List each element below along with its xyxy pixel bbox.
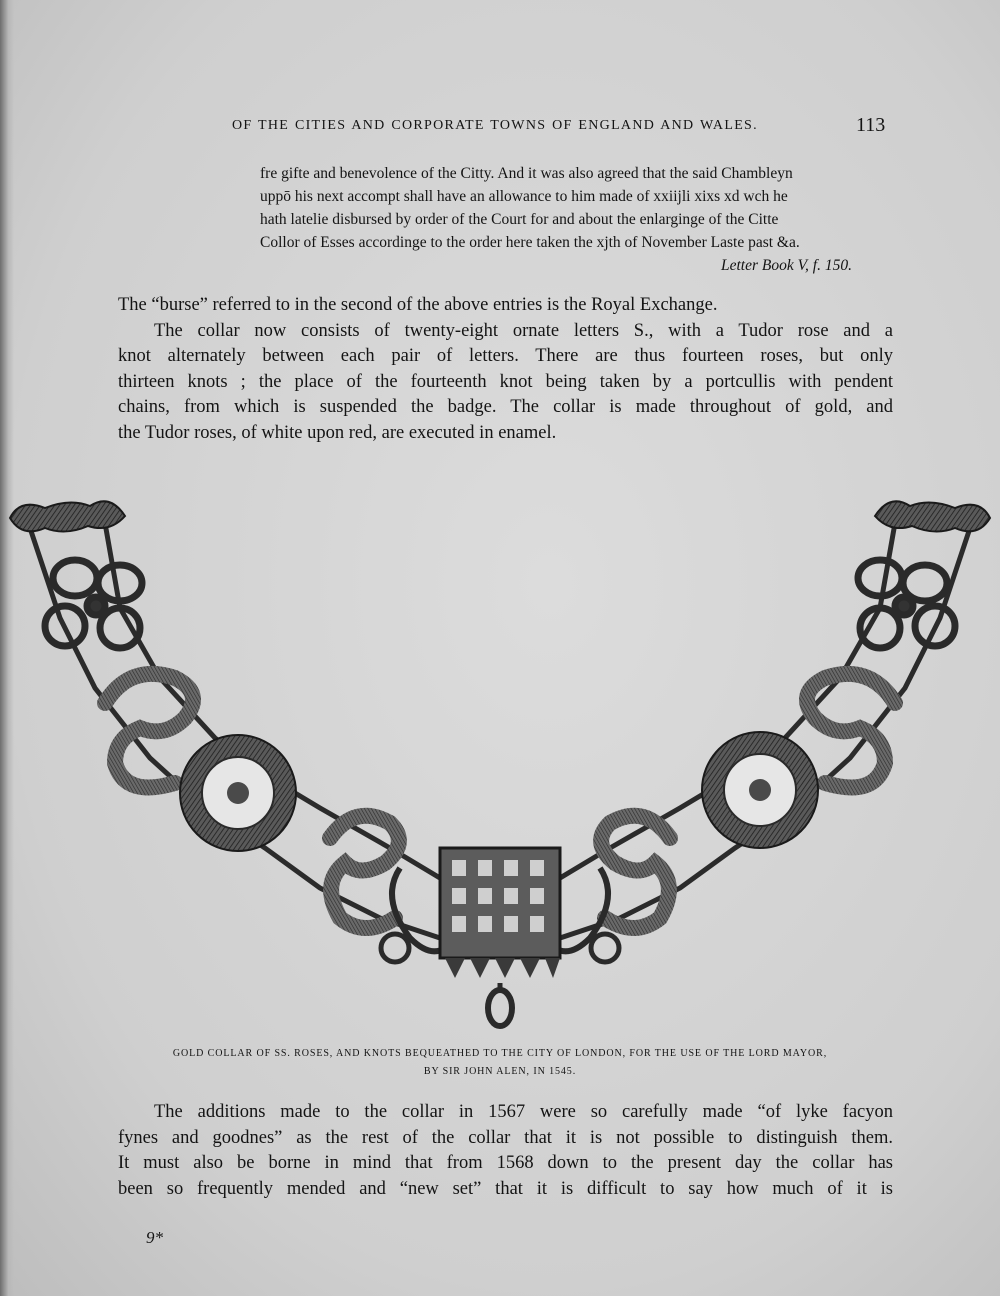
- caption-line: BY SIR JOHN ALEN, IN 1545.: [423, 1066, 577, 1077]
- body-line: thirteen knots ; the place of the fourteenth knot being taken by a portcullis with pendent: [118, 371, 893, 392]
- left-clasp: [10, 501, 125, 531]
- body-line: fynes and goodnes” as the rest of the collar that it is not possible to distinguish them.: [118, 1127, 893, 1148]
- body-line: been so frequently mended and “new set” that it is difficult to say how much of it is: [118, 1178, 893, 1199]
- caption-line: GOLD COLLAR OF SS. ROSES, AND KNOTS BEQUEATHED TO THE CITY OF LONDON, FOR THE USE OF THE LORD MAYOR,: [172, 1048, 828, 1059]
- right-knot: [858, 560, 955, 648]
- body-line: The “burse” referred to in the second of the above entries is the Royal Exchange.: [118, 295, 718, 315]
- quote-line: uppō his next accompt shall have an allowance to him made of xxiijli xixs xd wch he: [260, 188, 788, 205]
- figure-caption: [0, 1045, 1000, 1081]
- running-head: [0, 114, 1000, 138]
- page-number: 113: [856, 114, 886, 136]
- quote-line: hath latelie disbursed by order of the Court for and about the enlarginge of the Citte: [260, 211, 779, 228]
- quote-line: fre gifte and benevolence of the Citty. And it was also agreed that the said Chambleyn: [260, 165, 793, 182]
- body-line: It must also be borne in mind that from 1568 down to the present day the collar has: [118, 1153, 893, 1173]
- right-upper-s-link: [807, 674, 895, 788]
- signature-mark: 9*: [146, 1228, 163, 1247]
- running-title: OF THE CITIES AND CORPORATE TOWNS OF ENGLAND AND WALES.: [232, 118, 758, 133]
- left-upper-s-link: [105, 674, 193, 788]
- left-knot: [45, 560, 142, 648]
- left-tudor-rose: [180, 735, 296, 851]
- quote-line: Collor of Esses accordinge to the order here taken the xjth of November Laste past &a.: [260, 234, 800, 251]
- body-line: knot alternately between each pair of letters. There are thus fourteen roses, but only: [118, 346, 893, 366]
- quoted-record: [260, 162, 900, 277]
- portcullis-badge: [381, 848, 619, 1026]
- quote-source: Letter Book V, f. 150.: [720, 257, 852, 274]
- right-tudor-rose: [702, 732, 818, 848]
- body-line: chains, from which is suspended the badge. The collar is made throughout of gold, and: [118, 397, 893, 417]
- right-clasp: [875, 501, 990, 531]
- body-line: The additions made to the collar in 1567 were so carefully made “of lyke facyon: [154, 1102, 893, 1122]
- paragraph-collar-description: [118, 293, 893, 446]
- collar-engraving: [0, 478, 1000, 1038]
- body-line: The collar now consists of twenty-eight ornate letters S., with a Tudor rose and a: [154, 320, 893, 341]
- paragraph-additions: [118, 1100, 893, 1202]
- body-line: the Tudor roses, of white upon red, are executed in enamel.: [118, 422, 557, 443]
